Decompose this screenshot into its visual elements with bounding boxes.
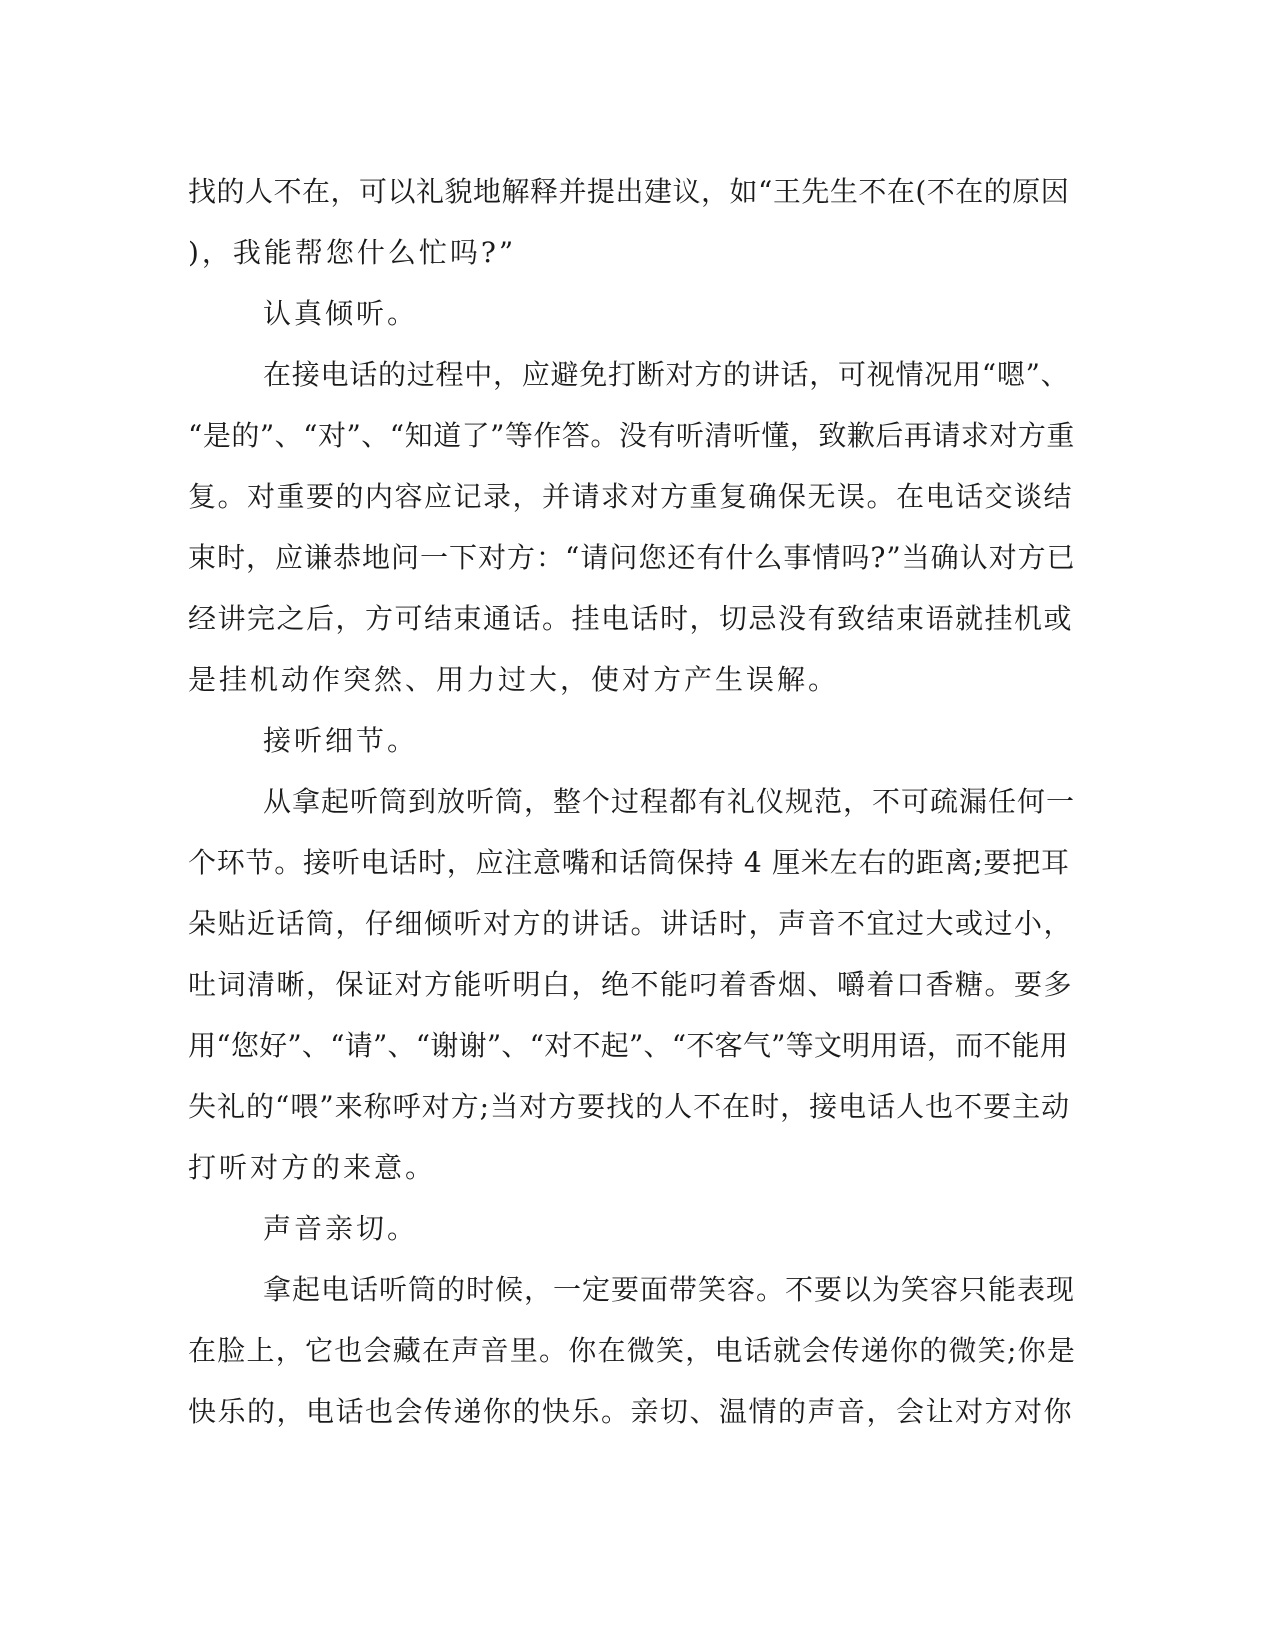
paragraph-first-line: 从拿起听筒到放听筒，整个过程都有礼仪规范，不可疏漏任何一 bbox=[263, 785, 1076, 818]
text-line: 失礼的“喂”来称呼对方;当对方要找的人不在时，接电话人也不要主动 bbox=[188, 1090, 1071, 1123]
section-heading: 接听细节。 bbox=[263, 724, 419, 757]
text-line: 经讲完之后，方可结束通话。挂电话时，切忌没有致结束语就挂机或 bbox=[188, 602, 1074, 635]
text-line: 朵贴近话筒，仔细倾听对方的讲话。讲话时，声音不宜过大或过小， bbox=[188, 907, 1074, 940]
section-heading: 声音亲切。 bbox=[263, 1212, 419, 1245]
text-line: 找的人不在，可以礼貌地解释并提出建议，如“王先生不在(不在的原因 bbox=[188, 175, 1070, 208]
text-line: 打听对方的来意。 bbox=[188, 1151, 437, 1184]
text-line: “是的”、“对”、“知道了”等作答。没有听清听懂，致歉后再请求对方重 bbox=[188, 419, 1075, 452]
section-heading: 认真倾听。 bbox=[263, 297, 419, 330]
text-line: 束时，应谦恭地问一下对方：“请问您还有什么事情吗?”当确认对方已 bbox=[188, 541, 1076, 574]
text-line: )，我能帮您什么忙吗?” bbox=[188, 236, 517, 269]
document-body bbox=[188, 161, 1076, 1442]
text-line: 吐词清晰，保证对方能听明白，绝不能叼着香烟、嚼着口香糖。要多 bbox=[188, 968, 1074, 1001]
text-line: 复。对重要的内容应记录，并请求对方重复确保无误。在电话交谈结 bbox=[188, 480, 1074, 513]
paragraph-first-line: 在接电话的过程中，应避免打断对方的讲话，可视情况用“嗯”、 bbox=[263, 358, 1070, 391]
text-line: 用“您好”、“请”、“谢谢”、“对不起”、“不客气”等文明用语，而不能用 bbox=[188, 1029, 1069, 1062]
text-line: 个环节。接听电话时，应注意嘴和话筒保持 4 厘米左右的距离;要把耳 bbox=[188, 846, 1070, 879]
text-line: 是挂机动作突然、用力过大，使对方产生误解。 bbox=[188, 663, 840, 696]
paragraph-first-line: 拿起电话听筒的时候，一定要面带笑容。不要以为笑容只能表现 bbox=[263, 1273, 1076, 1306]
text-line: 在脸上，它也会藏在声音里。你在微笑，电话就会传递你的微笑;你是 bbox=[188, 1334, 1077, 1367]
text-line: 快乐的，电话也会传递你的快乐。亲切、温情的声音，会让对方对你 bbox=[188, 1395, 1074, 1428]
